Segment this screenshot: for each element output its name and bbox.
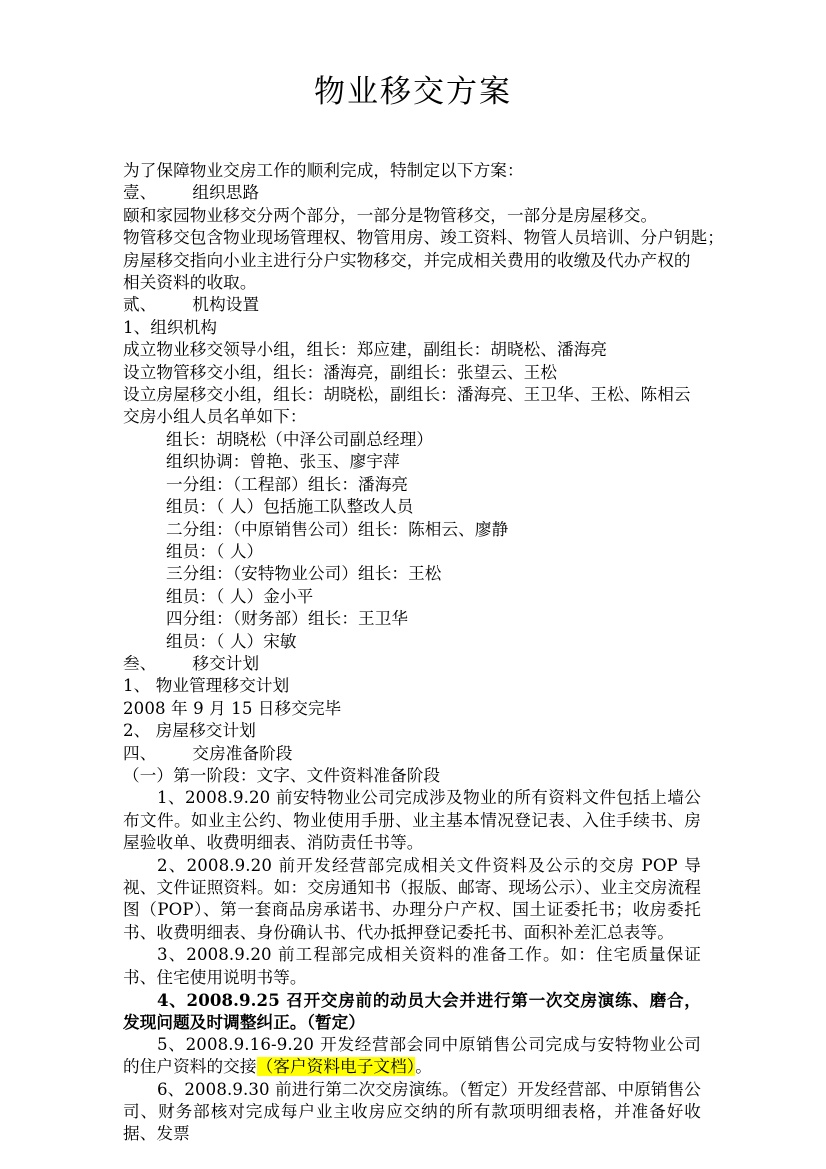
- page-title: 物业移交方案: [314, 74, 512, 110]
- section-1-line: 物管移交包含物业现场管理权、物管用房、竣工资料、物管人员培训、分户钥匙；: [123, 228, 724, 248]
- section-3-line: 2008 年 9 月 15 日移交完毕: [123, 698, 342, 718]
- intro-line: 为了保障物业交房工作的顺利完成，特制定以下方案：: [123, 161, 524, 180]
- stage-1-item: 3、2008.9.20 前工程部完成相关资料的准备工作。如：住宅质量保证书、住宅使用说明书等。: [123, 945, 701, 987]
- roster-item: 三分组：（安特物业公司）组长：王松: [166, 564, 442, 584]
- roster-item: 二分组：（中原销售公司）组长：陈相云、廖静: [166, 519, 509, 539]
- section-2-line: 成立物业移交领导小组，组长：郑应建，副组长：胡晓松、潘海亮: [123, 340, 608, 360]
- section-3-title: 移交计划: [192, 653, 260, 673]
- document-body: [123, 160, 724, 1146]
- roster-item: 组员：（ 人）宋敏: [166, 631, 297, 651]
- section-1-line: 房屋移交指向小业主进行分户实物移交，并完成相关费用的收缴及代办产权的: [123, 250, 691, 270]
- section-1-number: 壹、: [123, 183, 157, 203]
- section-1-line: 颐和家园物业移交分两个部分，一部分是物管移交，一部分是房屋移交。: [123, 205, 658, 225]
- item-5-text: 5、2008.9.16-9.20 开发经营部会同中原销售公司完成与安特物业公司的住户资料的交接: [123, 1034, 701, 1077]
- section-1-title: 组织思路: [192, 183, 260, 203]
- section-3-heading: [123, 653, 701, 675]
- section-2-line: 设立房屋移交小组，组长：胡晓松，副组长：潘海亮、王卫华、王松、陈相云: [123, 385, 691, 405]
- section-4-heading: [123, 743, 701, 765]
- section-2-number: 贰、: [123, 295, 157, 315]
- roster-item: 组员：（ 人）包括施工队整改人员: [166, 497, 414, 517]
- item-5-suffix: 。: [415, 1057, 432, 1077]
- section-4-number: 四、: [123, 743, 157, 763]
- stage-1-item-bold: 4、2008.9.25 召开交房前的动员大会并进行第一次交房演练、磨合，发现问题及时调整纠正。（暂定）: [123, 990, 701, 1033]
- section-1-heading: [123, 182, 701, 204]
- stage-1-heading: （一）第一阶段：文字、文件资料准备阶段: [123, 765, 441, 785]
- section-2-heading: [123, 294, 701, 316]
- highlighted-text: （客户资料电子文档）: [256, 1057, 416, 1077]
- section-4-title: 交房准备阶段: [192, 743, 293, 763]
- roster-item: 四分组：（财务部）组长：王卫华: [166, 609, 409, 629]
- section-2-line: 设立物管移交小组，组长：潘海亮，副组长：张望云、王松: [123, 362, 558, 382]
- section-3-number: 叁、: [123, 653, 157, 673]
- section-3-line: 2、 房屋移交计划: [123, 721, 256, 741]
- section-2-title: 机构设置: [192, 295, 260, 315]
- stage-1-item: 6、2008.9.30 前进行第二次交房演练。（暂定）开发经营部、中原销售公司、财务部核对完成每户业主收房应交纳的所有款项明细表格，并准备好收据、发票: [123, 1079, 701, 1144]
- section-3-line: 1、 物业管理移交计划: [123, 676, 290, 696]
- roster-item: 组员：（ 人）: [166, 541, 264, 561]
- roster-item: 组织协调：曾艳、张玉、廖宇萍: [166, 452, 400, 472]
- section-2-sub-heading: 1、组织机构: [123, 317, 218, 337]
- stage-1-item: 1、2008.9.20 前安特物业公司完成涉及物业的所有资料文件包括上墙公布文件。如业主公约、物业使用手册、业主基本情况登记表、入住手续书、房屋验收单、收费明细表、消防责任书等。: [123, 788, 701, 853]
- stage-1-item-highlighted: [123, 1034, 701, 1079]
- roster-item: 组长：胡晓松（中泽公司副总经理）: [166, 429, 434, 449]
- stage-1-item: 2、2008.9.20 前开发经营部完成相关文件资料及公示的交房 POP 导视、文件证照资料。如：交房通知书（报版、邮寄、现场公示）、业主交房流程图（POP）、第一套商品房承诺书、办理分户产权、国土证委托书；收房委托书、收费明细表、身份确认书、代办抵押登记委托书、面积补差汇总表等。: [123, 855, 701, 942]
- section-2-line: 交房小组人员名单如下：: [123, 407, 307, 427]
- roster-item: 一分组：（工程部）组长：潘海亮: [166, 474, 409, 494]
- section-1-line: 相关资料的收取。: [123, 273, 257, 293]
- roster-item: 组员：（ 人）金小平: [166, 586, 314, 606]
